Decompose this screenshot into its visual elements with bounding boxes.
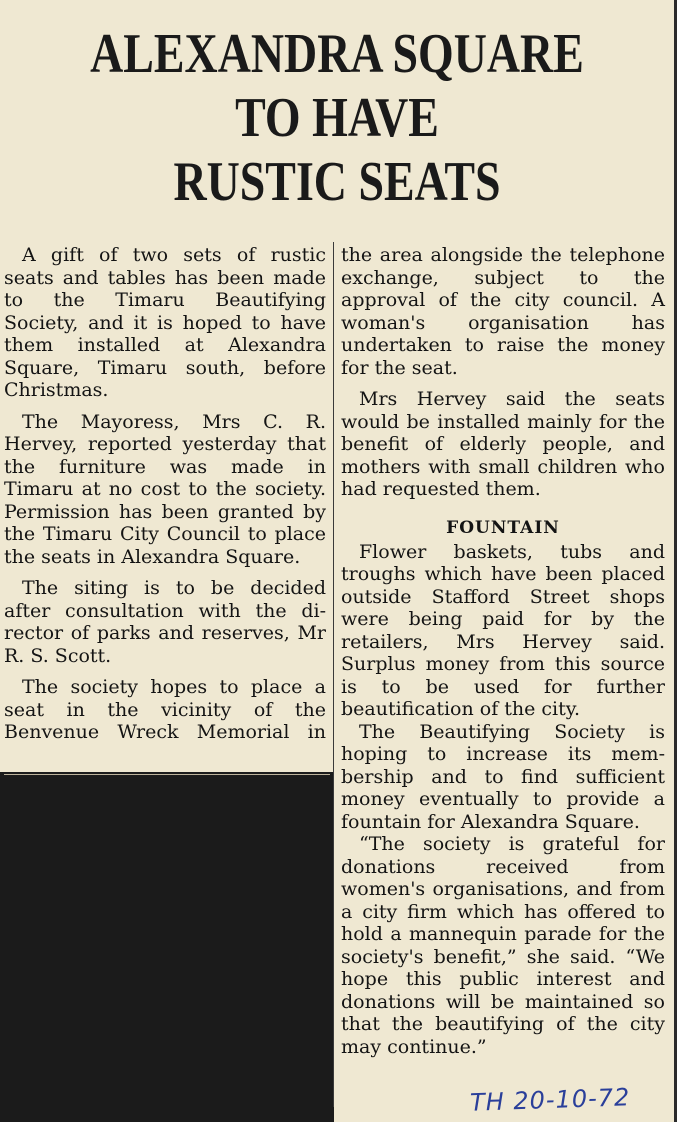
article-paragraph: The siting is to be decided after consultation with the director of parks and reserves, Mr R. S. Scott. bbox=[4, 577, 326, 667]
headline-line-1: ALEXANDRA SQUARE bbox=[90, 23, 584, 85]
headline-line-3: RUSTIC SEATS bbox=[173, 151, 501, 213]
article-paragraph: Mrs Hervey said the seats would be installed mainly for the benefit of elderly people, and mothers with small children who had requested them. bbox=[341, 388, 665, 500]
column-divider bbox=[333, 242, 334, 1107]
article-paragraph: The Mayoress, Mrs C. R. Hervey, reported yesterday that the furniture was made in Timaru at no cost to the society. Permission has been granted by the Timaru City Council to place the seats in Alexandra Square. bbox=[4, 410, 326, 568]
article-right-column bbox=[341, 244, 665, 1058]
column-end-rule bbox=[4, 774, 330, 775]
headline-line-2: TO HAVE bbox=[235, 87, 439, 149]
article-left-column bbox=[4, 244, 326, 744]
article-paragraph: The society hopes to place a seat in the vicinity of the Benvenue Wreck Memorial in bbox=[4, 676, 326, 743]
section-subhead: FOUNTAIN bbox=[446, 517, 560, 538]
article-paragraph: the area alongside the telephone exchange, subject to the approval of the city council. A woman's organisation has undertaken to raise the money for the seat. bbox=[341, 244, 665, 379]
article-paragraph: A gift of two sets of rustic seats and tables has been made to the Timaru Beautifying Society, and it is hoped to have them installed at Alexandra Square, Timaru south, before Christmas. bbox=[4, 244, 326, 401]
article-paragraph: Flower baskets, tubs and troughs which have been placed outside Stafford Street shops were being paid for by the retailers, Mrs Hervey said. Surplus money from this source is to be used for further beautification of the city. bbox=[341, 540, 665, 720]
article-paragraph: “The society is grateful for donations received from women's organisations, and from a city firm which has offered to hold a mannequin parade for the society's benefit,” she said. “We hope this public interest and donations will be maintained so that the beautifying of the city may continue.” bbox=[341, 833, 665, 1058]
handwritten-date-note: TH 20-10-72 bbox=[469, 1083, 631, 1117]
headline bbox=[61, 22, 614, 214]
article-paragraph: The Beautifying Society is hoping to increase its membership and to find sufficient money eventually to provide a fountain for Alexandra Square. bbox=[341, 720, 665, 833]
